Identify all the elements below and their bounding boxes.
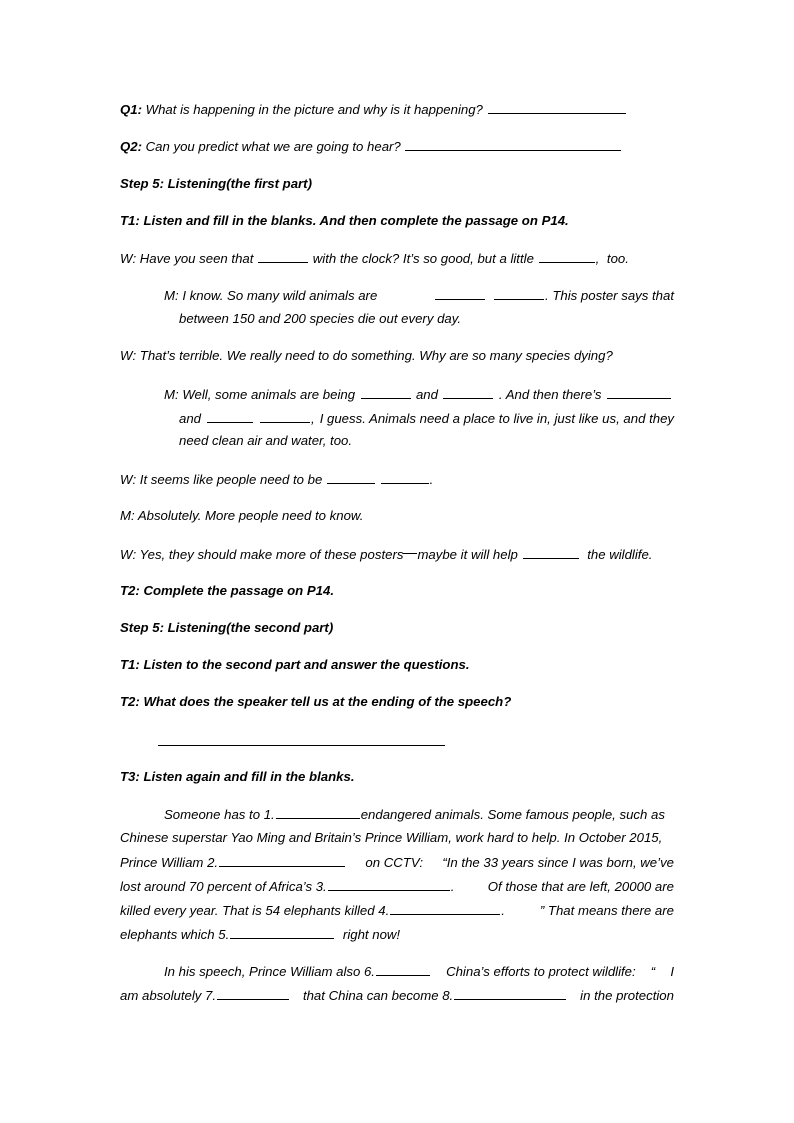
q1-text: What is happening in the picture and why is it happening? (141, 102, 483, 117)
passage-l7-text-b: China’s efforts to protect wildlife: (446, 964, 636, 979)
passage-l8-text-c: in the protection (580, 988, 674, 1003)
passage-l1-text-b: endangered animals. Some famous people, such as (360, 807, 665, 822)
blank-m2-1[interactable] (361, 386, 411, 399)
t2-first-instruction: T2: Complete the passage on P14. (120, 583, 334, 598)
t2-second-instruction: T2: What does the speaker tell us at the ending of the speech? (120, 694, 512, 709)
blank-w1-2[interactable] (539, 250, 595, 263)
blank-passage-7[interactable] (217, 987, 289, 1000)
dialogue-m2-text-d: and (179, 411, 202, 426)
dialogue-w3 (120, 471, 433, 487)
dialogue-m2-line2 (179, 410, 674, 426)
passage-l3-text-c: “In the 33 years since I was born, we’ve (442, 855, 674, 870)
blank-w3-1[interactable] (327, 471, 375, 484)
passage-line-3 (120, 854, 674, 870)
blank-w1-1[interactable] (258, 250, 308, 263)
q1-label: Q1: (120, 102, 142, 117)
passage-l3-text-a: Prince William 2. (120, 855, 219, 870)
passage-l5-period: . (501, 903, 505, 918)
passage-line-6 (120, 926, 400, 942)
dialogue-m3: M: Absolutely. More people need to know. (120, 508, 364, 523)
passage-l7-text-d: I (670, 964, 674, 979)
passage-l4-text-a: lost around 70 percent of Africa’s 3. (120, 879, 327, 894)
dialogue-m1-text-b: . This poster says that (545, 288, 674, 303)
passage-l7-open-quote: “ (650, 964, 656, 979)
dialogue-w4-text-b: maybe it will help (417, 547, 518, 562)
t3-instruction: T3: Listen again and fill in the blanks. (120, 769, 355, 784)
blank-m1-1[interactable] (435, 287, 485, 300)
t2-answer-line[interactable] (157, 733, 446, 749)
dialogue-w4-text-a: W: Yes, they should make more of these posters (120, 547, 404, 562)
dialogue-w1-text-a: W: Have you seen that (120, 251, 254, 266)
em-dash (403, 553, 417, 554)
t2-answer-blank[interactable] (158, 733, 445, 746)
dialogue-m2-line1 (164, 386, 672, 402)
dialogue-m1-line2: between 150 and 200 species die out every day. (179, 311, 462, 326)
blank-passage-1[interactable] (276, 806, 360, 819)
dialogue-m2-text-f: I guess. Animals need a place to live in, just like us, and they (319, 411, 674, 426)
passage-line-5 (120, 902, 674, 918)
passage-line-4 (120, 878, 674, 894)
passage-line-8 (120, 987, 674, 1003)
dialogue-w1 (120, 250, 629, 266)
dialogue-w3-text-a: W: It seems like people need to be (120, 472, 323, 487)
blank-passage-4[interactable] (390, 902, 500, 915)
dialogue-w4-text-c: the wildlife. (587, 547, 653, 562)
blank-passage-8[interactable] (454, 987, 566, 1000)
t1-first-instruction: T1: Listen and fill in the blanks. And then complete the passage on P14. (120, 213, 569, 228)
dialogue-m2-line3: need clean air and water, too. (179, 433, 353, 448)
step5-second-heading: Step 5: Listening(the second part) (120, 620, 334, 635)
passage-l7-text-a: In his speech, Prince William also 6. (164, 964, 375, 979)
passage-line-7 (164, 963, 674, 979)
dialogue-w1-text-d: too. (606, 251, 629, 266)
t1-second-instruction: T1: Listen to the second part and answer the questions. (120, 657, 470, 672)
passage-l3-text-b: on CCTV: (365, 855, 424, 870)
dialogue-w3-period: . (429, 472, 434, 487)
dialogue-w4 (120, 546, 652, 562)
dialogue-w1-comma: , (595, 251, 600, 266)
passage-l8-text-b: that China can become 8. (302, 988, 454, 1003)
step5-first-heading: Step 5: Listening(the first part) (120, 176, 312, 191)
q2-text: Can you predict what we are going to hear? (141, 139, 401, 154)
blank-passage-6[interactable] (376, 963, 430, 976)
blank-m2-3[interactable] (607, 386, 671, 399)
dialogue-m2-text-c: . And then there’s (498, 387, 602, 402)
blank-w4-1[interactable] (523, 546, 579, 559)
passage-line-2: Chinese superstar Yao Ming and Britain’s Prince William, work hard to help. In October 2015, (120, 830, 663, 845)
q2-label: Q2: (120, 139, 142, 154)
q2-answer-blank[interactable] (405, 138, 621, 151)
passage-l4-text-c: Of those that are left, 20000 are (487, 879, 674, 894)
dialogue-w2: W: That’s terrible. We really need to do something. Why are so many species dying? (120, 348, 613, 363)
passage-l8-text-a: am absolutely 7. (120, 988, 217, 1003)
blank-passage-5[interactable] (230, 926, 334, 939)
dialogue-m2-text-b: and (415, 387, 438, 402)
blank-m2-2[interactable] (443, 386, 493, 399)
passage-l5-text-c: ” That means there are (539, 903, 674, 918)
passage-line-1 (164, 806, 674, 822)
blank-w3-2[interactable] (381, 471, 429, 484)
passage-l4-period: . (450, 879, 455, 894)
question-1 (120, 101, 627, 117)
blank-passage-2[interactable] (219, 854, 345, 867)
dialogue-m1-line1 (164, 287, 674, 303)
blank-m1-2[interactable] (494, 287, 544, 300)
blank-m2-4[interactable] (207, 410, 253, 423)
blank-passage-3[interactable] (328, 878, 450, 891)
passage-l6-text-b: right now! (342, 927, 401, 942)
q1-answer-blank[interactable] (488, 101, 626, 114)
blank-m2-5[interactable] (260, 410, 310, 423)
dialogue-w1-text-b: with the clock? It’s so good, but a little (312, 251, 534, 266)
dialogue-m1-text-a: M: I know. So many wild animals are (164, 288, 378, 303)
dialogue-m2-text-a: M: Well, some animals are being (164, 387, 356, 402)
passage-l5-text-a: killed every year. That is 54 elephants killed 4. (120, 903, 390, 918)
passage-l1-text-a: Someone has to 1. (164, 807, 275, 822)
question-2 (120, 138, 622, 154)
passage-l6-text-a: elephants which 5. (120, 927, 230, 942)
dialogue-m2-comma: , (311, 411, 315, 426)
